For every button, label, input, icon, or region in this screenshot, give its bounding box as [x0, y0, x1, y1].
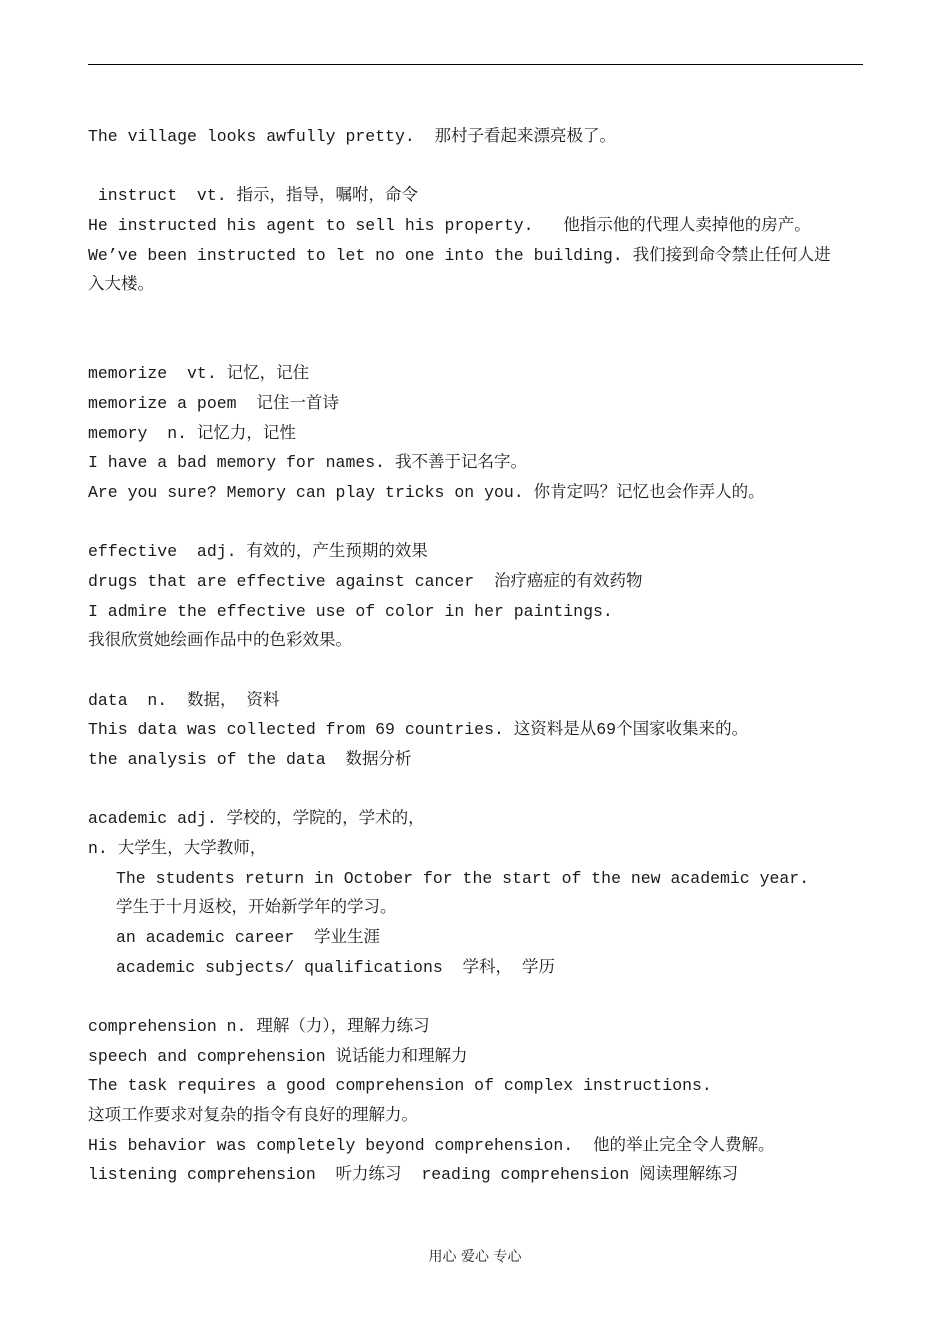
entry-heading: academic adj. 学校的，学院的，学术的， [88, 809, 425, 828]
text-line: We’ve been instructed to let no one into the building. 我们接到命令禁止任何人进 [88, 246, 831, 265]
entry-heading: effective adj. 有效的，产生预期的效果 [88, 542, 428, 561]
text-line: an academic career 学业生涯 [116, 928, 381, 947]
text-line: The task requires a good comprehension of complex instructions. [88, 1076, 712, 1095]
text-line: drugs that are effective against cancer 治疗癌症的有效药物 [88, 572, 643, 591]
text-line: I have a bad memory for names. 我不善于记名字。 [88, 453, 527, 472]
text-line: The students return in October for the start of the new academic year. [116, 869, 810, 888]
text-line: 我很欣赏她绘画作品中的色彩效果。 [88, 631, 352, 650]
text-line: 这项工作要求对复杂的指令有良好的理解力。 [88, 1106, 418, 1125]
text-line: n. 大学生，大学教师， [88, 839, 267, 858]
entry-heading: instruct vt. 指示，指导，嘱咐，命令 [88, 186, 419, 205]
page-footer: 用心 爱心 专心 [428, 1249, 522, 1265]
text-line: The village looks awfully pretty. 那村子看起来漂亮极了。 [88, 127, 617, 146]
text-line: the analysis of the data 数据分析 [88, 750, 412, 769]
text-line: memory n. 记忆力，记性 [88, 424, 296, 443]
entry-heading: comprehension n. 理解（力），理解力练习 [88, 1017, 430, 1036]
header-rule [88, 64, 863, 65]
text-line: His behavior was completely beyond comprehension. 他的举止完全令人费解。 [88, 1136, 775, 1155]
text-line: 入大楼。 [88, 275, 154, 294]
text-line: listening comprehension 听力练习 reading comprehension 阅读理解练习 [88, 1165, 739, 1184]
entry-heading: data n. 数据， 资料 [88, 691, 280, 710]
text-line: 学生于十月返校，开始新学年的学习。 [116, 898, 397, 917]
text-line: memorize a poem 记住一首诗 [88, 394, 339, 413]
entry-heading: memorize vt. 记忆，记住 [88, 364, 310, 383]
text-line: This data was collected from 69 countries. 这资料是从69个国家收集来的。 [88, 720, 749, 739]
text-line: speech and comprehension 说话能力和理解力 [88, 1047, 468, 1066]
text-line: Are you sure? Memory can play tricks on you. 你肯定吗？记忆也会作弄人的。 [88, 483, 765, 502]
text-line: academic subjects/ qualifications 学科， 学历 [116, 958, 555, 977]
text-line: He instructed his agent to sell his property. 他指示他的代理人卖掉他的房产。 [88, 216, 811, 235]
text-line: I admire the effective use of color in her paintings. [88, 602, 613, 621]
